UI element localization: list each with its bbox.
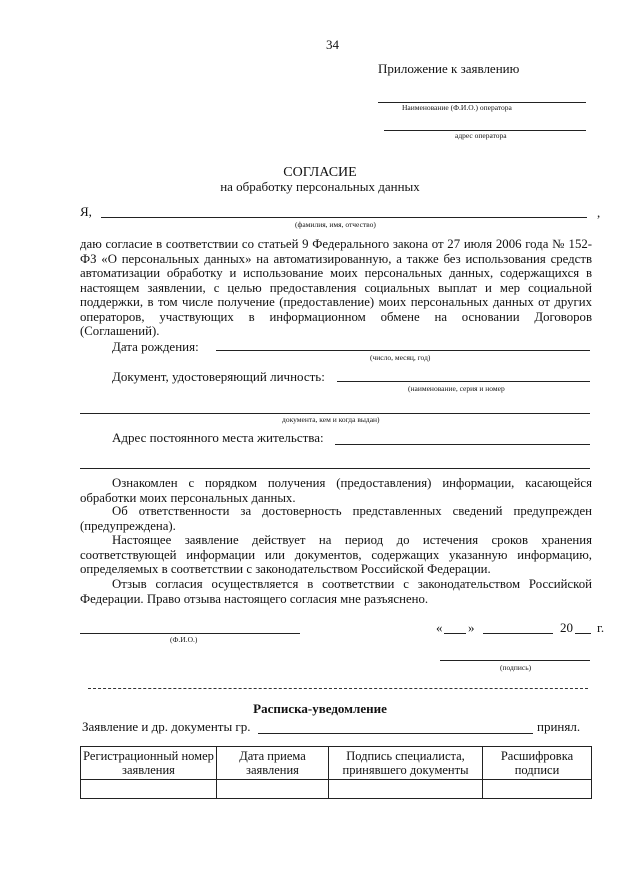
receipt-title: Расписка-уведомление	[253, 701, 387, 716]
birth-label: Дата рождения:	[112, 339, 199, 354]
header-signature-decryption: Расшифровка подписи	[483, 747, 592, 780]
para-familiar: Ознакомлен с порядком получения (предоставления) информации, касающейся обработки моих персональных данных.	[80, 476, 592, 505]
date-year-line[interactable]	[575, 633, 591, 634]
document-title: СОГЛАСИЕ	[283, 165, 357, 180]
document-line[interactable]	[337, 381, 590, 382]
birth-date-line[interactable]	[216, 350, 590, 351]
header-registration-number: Регистрационный номер заявления	[81, 747, 217, 780]
operator-caption: Наименование (Ф.И.О.) оператора	[402, 103, 512, 112]
signature-line[interactable]	[440, 660, 590, 661]
para-validity: Настоящее заявление действует на период до истечения сроков хранения соответствующей информации или документов, содержащих указанную информацию, определяемых в соответствии с законодательством Российской Федерации.	[80, 533, 592, 576]
date-close-quote: »	[468, 620, 475, 635]
cell-receipt-date[interactable]	[217, 780, 329, 799]
receipt-table	[80, 746, 592, 799]
receipt-text-start: Заявление и др. документы гр.	[82, 719, 251, 734]
header-receipt-date: Дата приема заявления	[217, 747, 329, 780]
date-month-line[interactable]	[483, 633, 553, 634]
ya-label: Я,	[80, 204, 92, 219]
cell-signature-decryption[interactable]	[483, 780, 592, 799]
cell-specialist-signature[interactable]	[329, 780, 483, 799]
ya-comma: ,	[597, 205, 601, 220]
table-row	[81, 780, 592, 799]
receipt-header-row	[81, 747, 592, 780]
appendix-title: Приложение к заявлению	[378, 61, 520, 76]
date-day-line[interactable]	[444, 633, 466, 634]
document-subtitle: на обработку персональных данных	[220, 179, 420, 194]
header-specialist-signature: Подпись специалиста, принявшего документы	[329, 747, 483, 780]
fio-caption: (фамилия, имя, отчество)	[295, 220, 376, 229]
document-line-2[interactable]	[80, 413, 590, 414]
consent-paragraph: даю согласие в соответствии со статьей 9 Федерального закона от 27 июля 2006 года № 152-ФЗ «О персональных данных» на автоматизированную, а также без использования средств автоматизации обработку и использование моих персональных данных, содержащихся в настоящем заявлении, с целью предоставления социальных выплат и мер социальной поддержки, в том числе получение (предоставление) моих персональных данных от других операторов, участвующих в информационном обмене на основании Договоров (Соглашений).	[80, 237, 592, 338]
birth-caption: (число, месяц, год)	[370, 353, 431, 362]
fio-line[interactable]	[101, 217, 587, 218]
document-caption: (наименование, серия и номер	[408, 384, 505, 393]
fio-short-line[interactable]	[80, 633, 300, 634]
document-label: Документ, удостоверяющий личность:	[112, 369, 325, 384]
document-caption-2: документа, кем и когда выдан)	[282, 415, 380, 424]
signature-caption: (подпись)	[500, 663, 532, 672]
fio-short-caption: (Ф.И.О.)	[170, 635, 198, 644]
address-line[interactable]	[335, 444, 590, 445]
para-responsibility: Об ответственности за достоверность представленных сведений предупрежден (предупреждена).	[80, 504, 592, 533]
address-line-2[interactable]	[80, 468, 590, 469]
receipt-text-end: принял.	[537, 719, 581, 734]
date-open-quote: «	[436, 620, 443, 635]
page-number: 34	[326, 37, 339, 52]
receipt-name-line[interactable]	[258, 733, 533, 734]
para-revoke: Отзыв согласия осуществляется в соответствии с законодательством Российской Федерации. Право отзыва настоящего согласия мне разъяснено.	[80, 577, 592, 606]
address-label: Адрес постоянного места жительства:	[112, 430, 324, 445]
cut-line	[88, 688, 588, 689]
operator-address-caption: адрес оператора	[455, 131, 507, 140]
date-year-prefix: 20	[560, 620, 573, 635]
cell-registration-number[interactable]	[81, 780, 217, 799]
date-year-suffix: г.	[597, 620, 605, 635]
